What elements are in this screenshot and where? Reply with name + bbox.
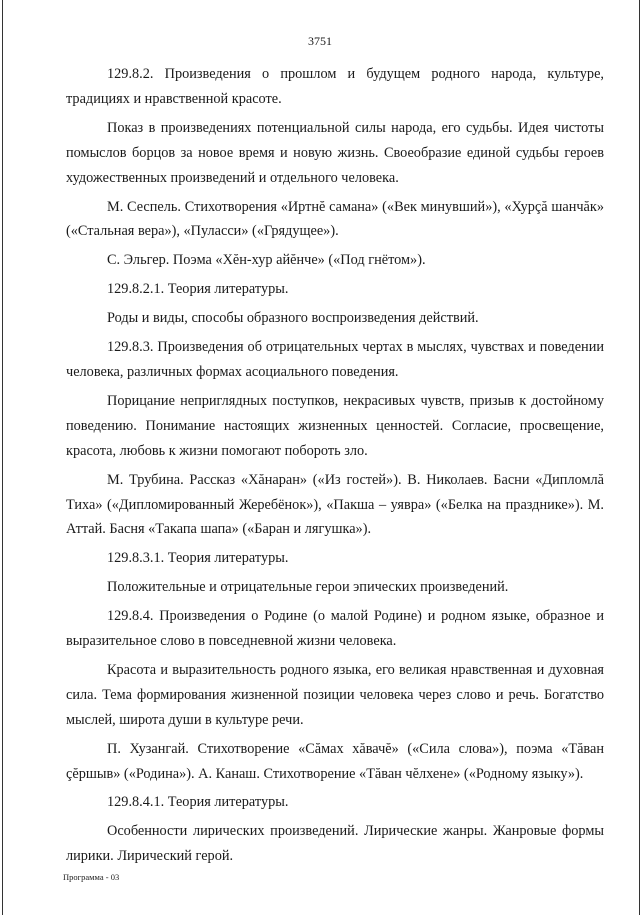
- page-number: 3751: [308, 34, 332, 48]
- page-edge-left: [2, 0, 3, 915]
- footer-program-label: Программа - 03: [63, 872, 120, 882]
- paragraph: М. Трубина. Рассказ «Хăнаран» («Из гостей»). В. Николаев. Басни «Дипломлă Тиха» («Дипломированный Жеребёнок»), «Пакша – уявра» («Белка на празднике»). М. Аттай. Басня «Такапа шапа» («Баран и лягушка»).: [66, 471, 604, 538]
- paragraph: Положительные и отрицательные герои эпических произведений.: [107, 579, 509, 596]
- paragraph: Роды и виды, способы образного воспроизведения действий.: [107, 310, 479, 327]
- paragraph: Красота и выразительность родного языка, его великая нравственная и духовная сила. Тема формирования жизненной позиции человека через слово и речь. Богатство мыслей, широта души в культуре речи.: [66, 661, 604, 728]
- paragraph: П. Хузангай. Стихотворение «Сăмах хăвачĕ» («Сила слова»), поэма «Тăван çĕршыв» («Родина»). А. Канаш. Стихотворение «Тăван чĕлхене» («Родному языку»).: [66, 740, 604, 782]
- paragraph-section-129-8-4: 129.8.4. Произведения о Родине (о малой Родине) и родном языке, образное и выразительное слово в повседневной жизни человека.: [66, 608, 604, 650]
- paragraph: Порицание неприглядных поступков, некрасивых чувств, призыв к достойному поведению. Понимание настоящих жизненных ценностей. Согласие, просвещение, красота, любовь к жизни помогают побороть зло.: [66, 392, 604, 459]
- paragraph: Показ в произведениях потенциальной силы народа, его судьбы. Идея чистоты помыслов борцов за новое время и новую жизнь. Своеобразие единой судьбы героев художественных произведений и отдельного человека.: [66, 119, 604, 186]
- paragraph-theory-heading: 129.8.4.1. Теория литературы.: [107, 794, 289, 811]
- paragraph: С. Эльгер. Поэма «Хĕн-хур айĕнче» («Под гнётом»).: [107, 252, 426, 269]
- paragraph: Особенности лирических произведений. Лирические жанры. Жанровые формы лирики. Лирический герой.: [66, 823, 604, 865]
- paragraph: М. Сеспель. Стихотворения «Иртнĕ самана» («Век минувший»), «Хурçă шанчăк» («Стальная вера»), «Пуласси» («Грядущее»).: [66, 198, 604, 240]
- document-body: [66, 62, 604, 873]
- paragraph-theory-heading: 129.8.3.1. Теория литературы.: [107, 550, 289, 567]
- paragraph-section-129-8-2: 129.8.2. Произведения о прошлом и будущем родного народа, культуре, традициях и нравственной красоте.: [66, 66, 604, 107]
- paragraph-theory-heading: 129.8.2.1. Теория литературы.: [107, 281, 289, 298]
- paragraph-section-129-8-3: 129.8.3. Произведения об отрицательных чертах в мыслях, чувствах и поведении человека, различных формах асоциального поведения.: [66, 339, 604, 380]
